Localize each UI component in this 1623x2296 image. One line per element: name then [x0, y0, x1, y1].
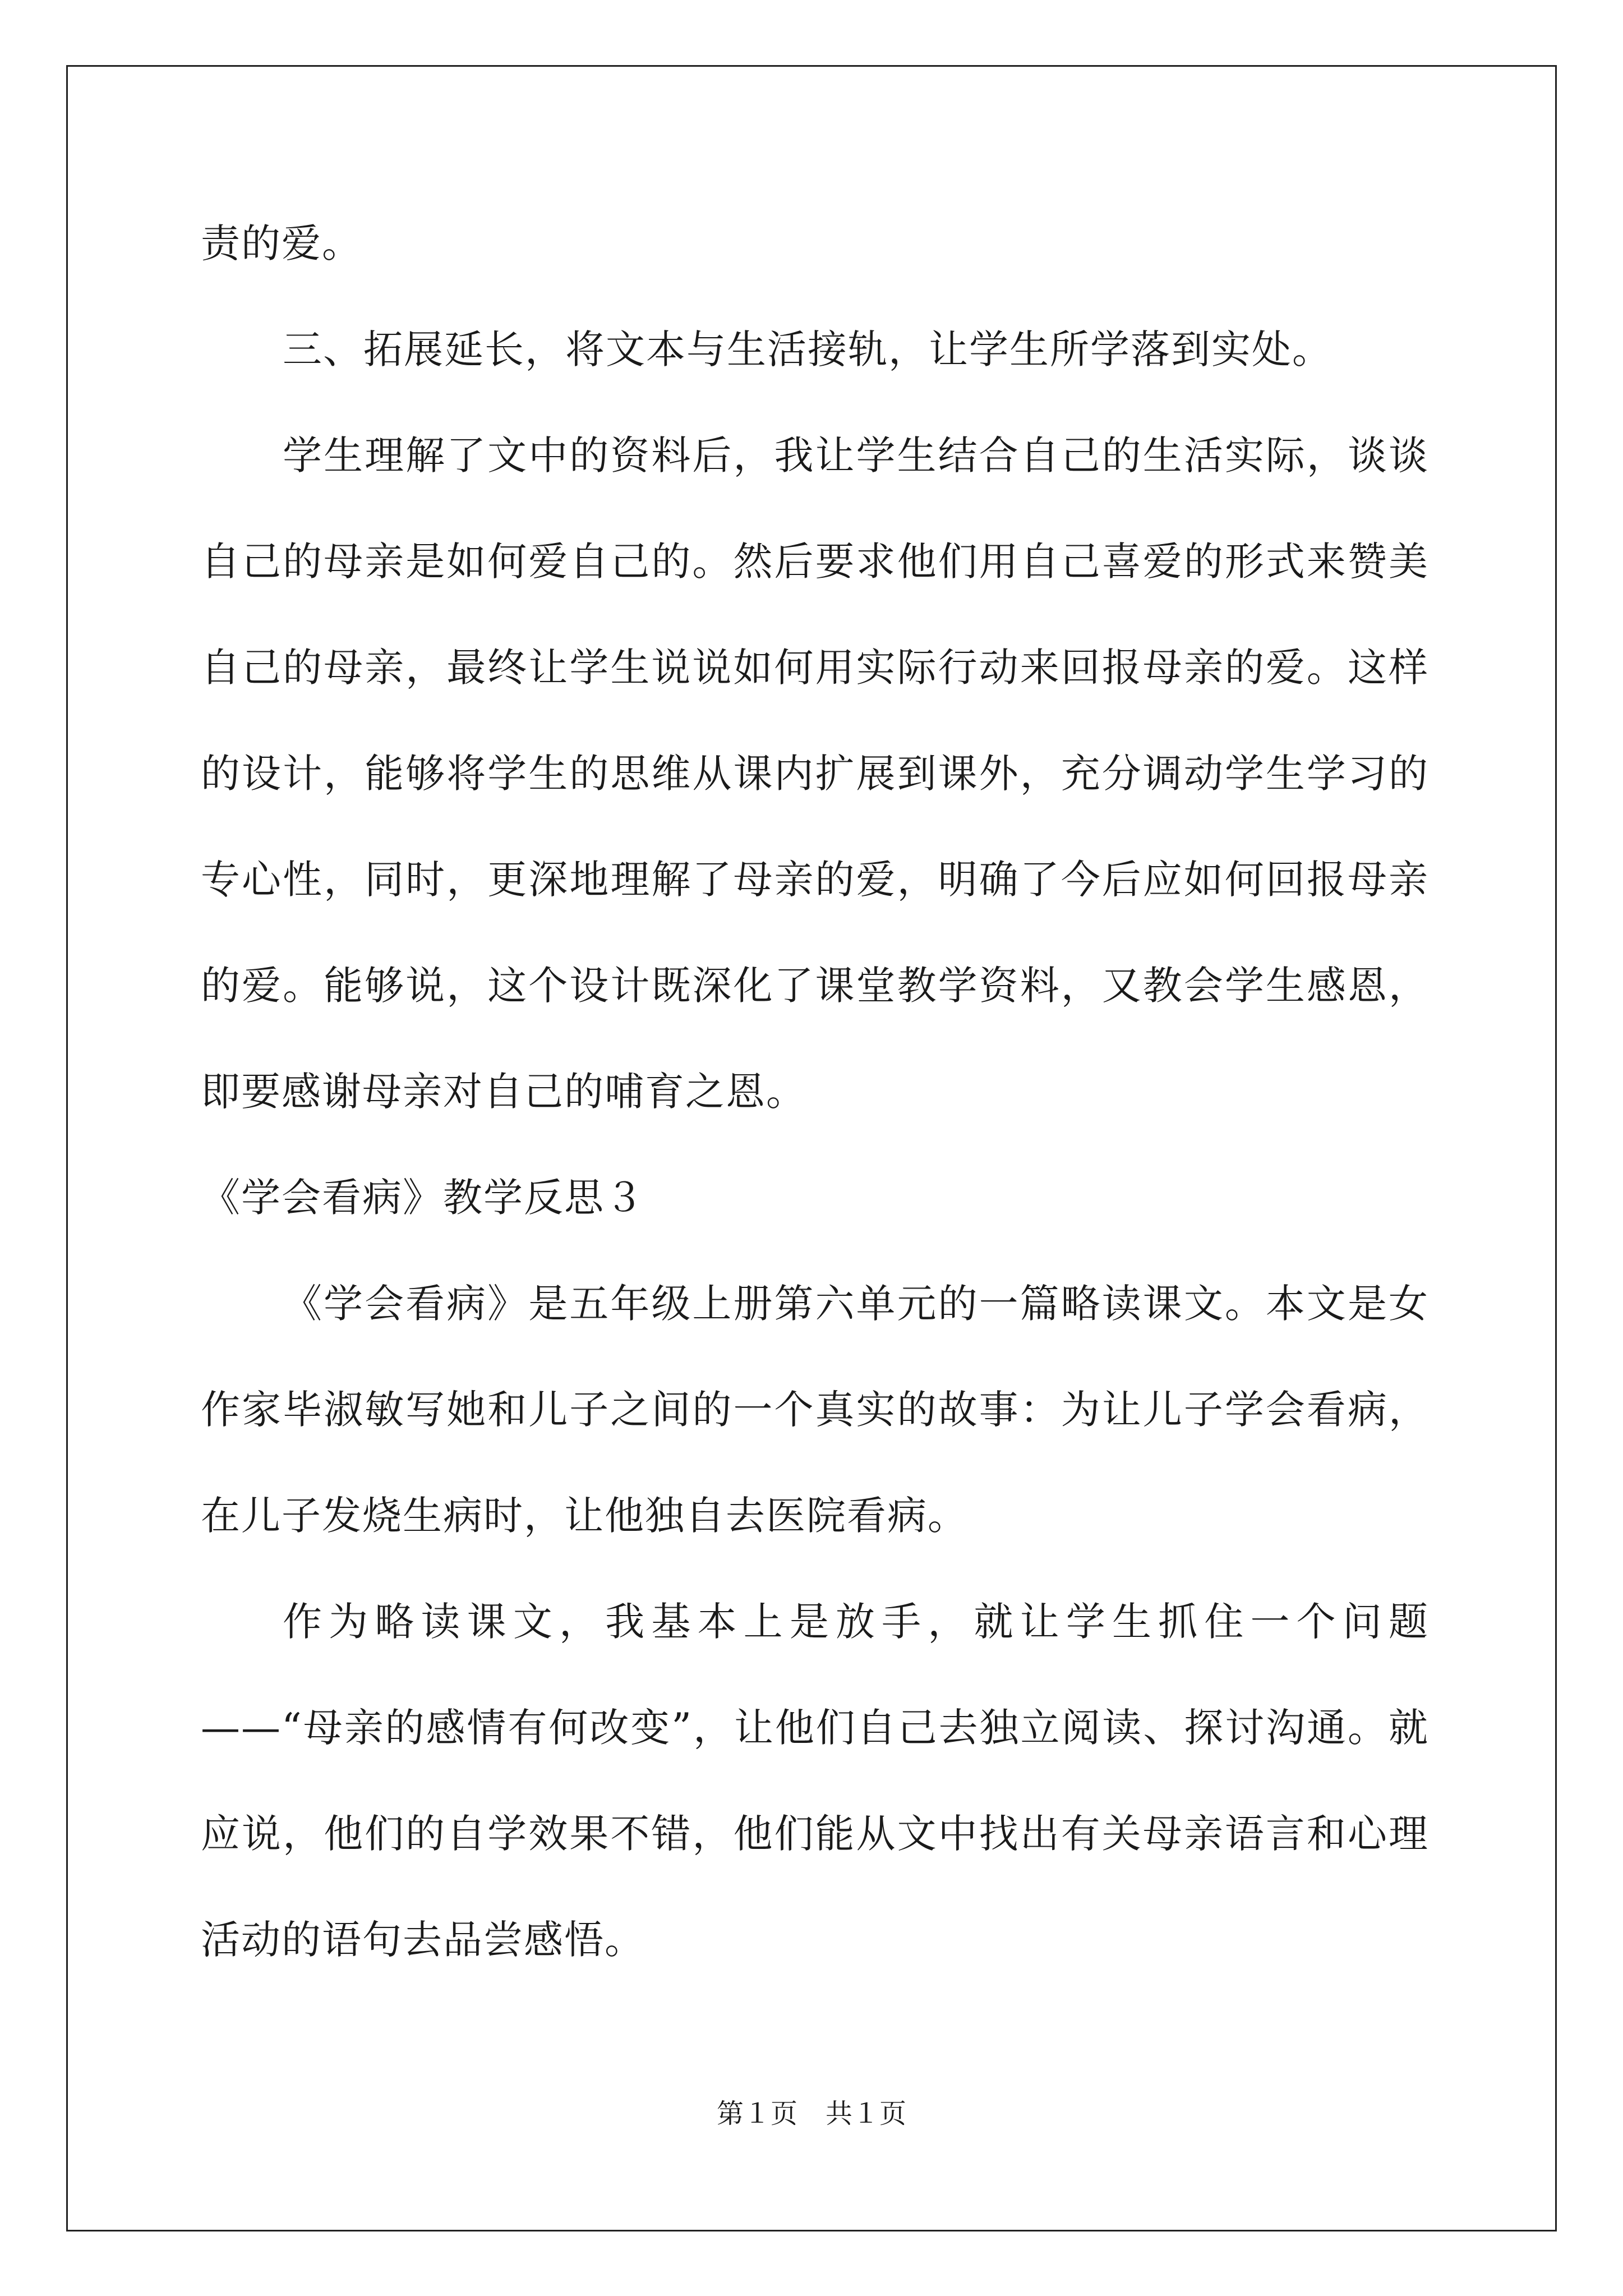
paragraph-4: 《学会看病》是五年级上册第六单元的一篇略读课文。本文是女作家毕淑敏写她和儿子之间的一个真实的故事：为让儿子学会看病，在儿子发烧生病时，让他独自去医院看病。 — [201, 1281, 1429, 1539]
document-body — [201, 191, 1429, 1993]
page-number-total: 共１页 — [826, 2098, 907, 2129]
section-title: 《学会看病》教学反思３ — [201, 1175, 645, 1221]
paragraph-3: 学生理解了文中的资料后，我让学生结合自己的生活实际，谈谈自己的母亲是如何爱自己的。然后要求他们用自己喜爱的形式来赞美自己的母亲，最终让学生说说如何用实际行动来回报母亲的爱。这样的设计，能够将学生的思维从课内扩展到课外，充分调动学生学习的专心性，同时，更深地理解了母亲的爱，明确了今后应如何回报母亲的爱。能够说，这个设计既深化了课堂教学资料，又教会学生感恩，即要感谢母亲对自己的哺育之恩。 — [201, 432, 1429, 1115]
paragraph-5: 作为略读课文，我基本上是放手，就让学生抓住一个问题——“母亲的感情有何改变”，让他们自己去独立阅读、探讨沟通。就应说，他们的自学效果不错，他们能从文中找出有关母亲语言和心理活动的语句去品尝感悟。 — [201, 1599, 1429, 1963]
paragraph-1: 责的爱。 — [201, 220, 362, 266]
page-footer — [0, 2097, 1623, 2131]
page-number-current: 第１页 — [716, 2098, 797, 2129]
paragraph-2: 三、拓展延长，将文本与生活接轨，让学生所学落到实处。 — [283, 326, 1332, 372]
